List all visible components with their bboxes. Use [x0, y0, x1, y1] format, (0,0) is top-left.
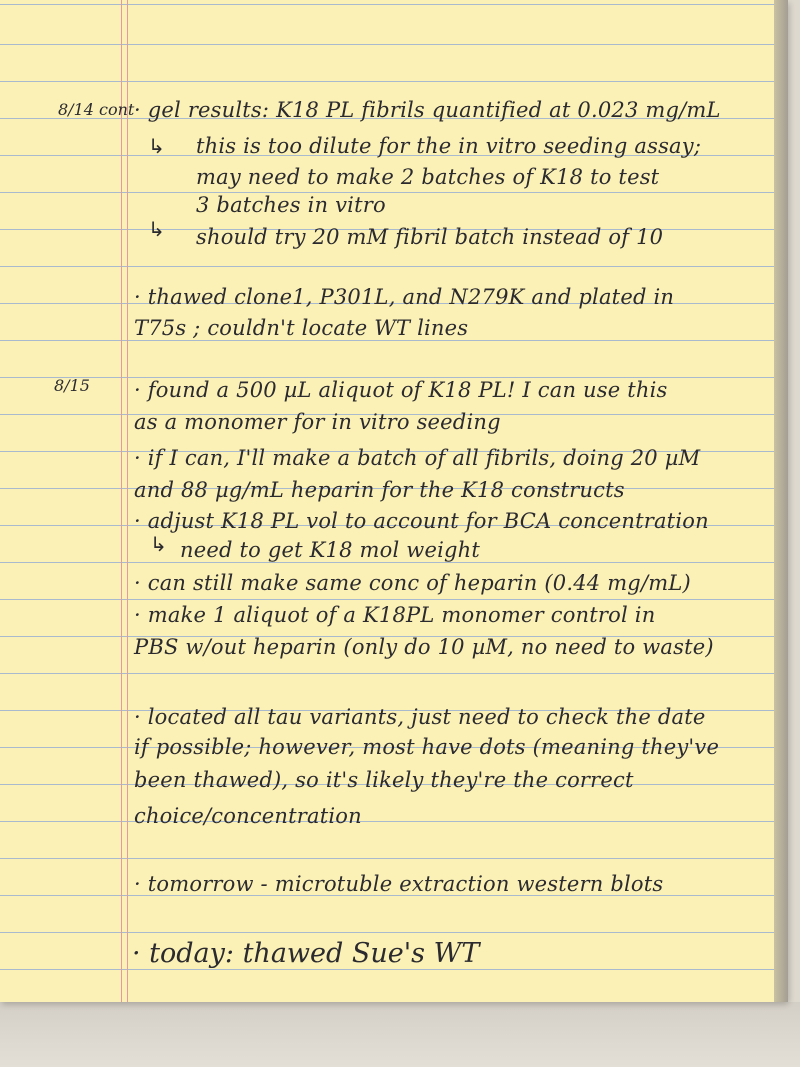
- note-line: should try 20 mM fibril batch instead of 10: [196, 225, 664, 249]
- date-label-0814: 8/14 cont: [58, 100, 135, 119]
- note-line: · tomorrow - microtuble extraction western blots: [134, 872, 664, 896]
- note-line: choice/concentration: [134, 804, 362, 828]
- margin-line-left: [121, 0, 122, 1002]
- note-line: · can still make same conc of heparin (0.44 mg/mL): [134, 571, 691, 595]
- note-line: this is too dilute for the in vitro seeding assay;: [196, 134, 702, 158]
- arrow-icon: ↳: [148, 217, 165, 241]
- page-edge: [774, 0, 788, 1002]
- note-line: as a monomer for in vitro seeding: [134, 410, 501, 434]
- note-line: · if I can, I'll make a batch of all fibrils, doing 20 µM: [134, 446, 701, 470]
- note-line: PBS w/out heparin (only do 10 µM, no need to waste): [134, 635, 714, 659]
- note-line: been thawed), so it's likely they're the correct: [134, 768, 634, 792]
- note-line: · gel results: K18 PL fibrils quantified at 0.023 mg/mL: [134, 98, 721, 122]
- note-line-today: · today: thawed Sue's WT: [132, 938, 480, 969]
- note-line: 3 batches in vitro: [196, 193, 386, 217]
- desk-surface: [0, 1002, 800, 1067]
- note-line: need to get K18 mol weight: [180, 538, 480, 562]
- arrow-icon: ↳: [150, 532, 167, 556]
- note-line: and 88 µg/mL heparin for the K18 constructs: [134, 478, 625, 502]
- note-line: · make 1 aliquot of a K18PL monomer control in: [134, 603, 656, 627]
- note-line: if possible; however, most have dots (meaning they've: [134, 735, 720, 759]
- note-line: may need to make 2 batches of K18 to test: [196, 165, 660, 189]
- date-label-0815: 8/15: [54, 376, 90, 395]
- note-line: · found a 500 µL aliquot of K18 PL! I can use this: [134, 378, 668, 402]
- arrow-icon: ↳: [148, 134, 165, 158]
- margin-line-right: [127, 0, 128, 1002]
- note-line: · thawed clone1, P301L, and N279K and plated in: [134, 285, 675, 309]
- note-line: · located all tau variants, just need to check the date: [134, 705, 706, 729]
- note-line: T75s ; couldn't locate WT lines: [134, 316, 469, 340]
- note-line: · adjust K18 PL vol to account for BCA concentration: [134, 509, 709, 533]
